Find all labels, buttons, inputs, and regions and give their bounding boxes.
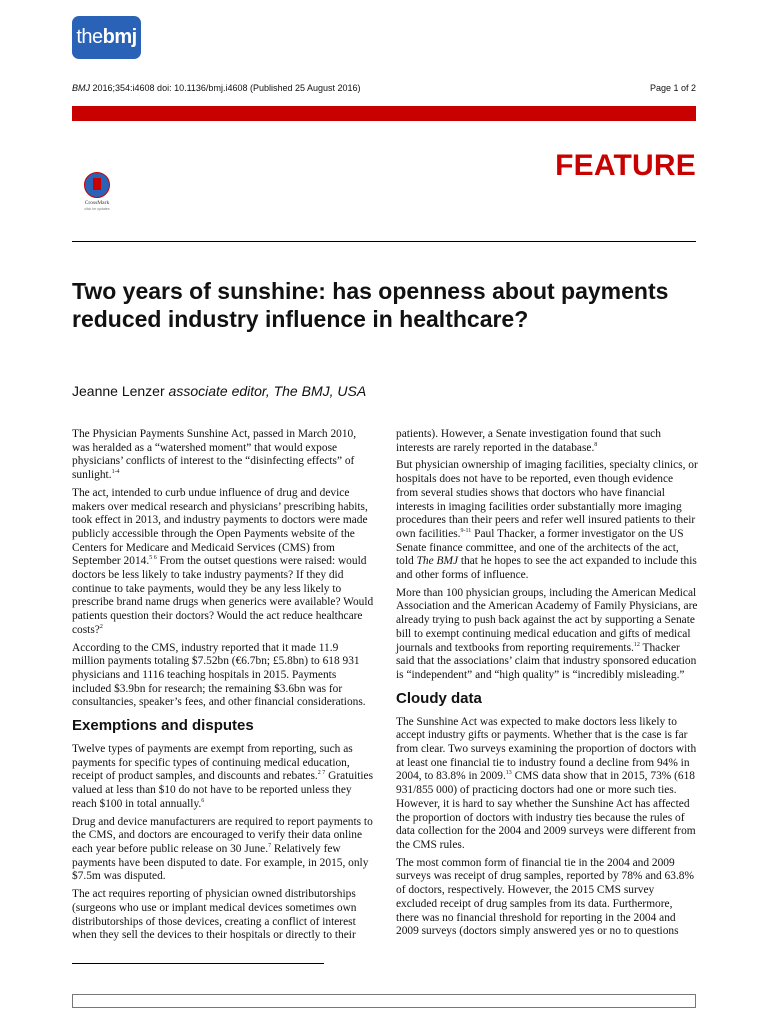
article-title: Two years of sunshine: has openness about payments reduced industry influence in healthcare? bbox=[72, 278, 669, 332]
journal-name: The BMJ bbox=[416, 555, 459, 568]
reference[interactable]: 1-4 bbox=[111, 469, 120, 476]
text: Drug and device manufacturers are required to report payments to the CMS, and doctors are encouraged to verify their data online each year before public release on 30 June. bbox=[72, 815, 373, 855]
header-red-bar bbox=[72, 106, 696, 121]
text: that he hopes to see the act expanded to include this and other forms of influence. bbox=[396, 555, 697, 582]
paragraph bbox=[72, 487, 374, 638]
crossmark-label: CrossMark bbox=[84, 200, 110, 206]
paragraph: The act requires reporting of physician owned distributorships (surgeons who use or implant medical devices sometimes own distributorships of those devices, creating a conflict of interest when they sell the devices to their hospitals or directly to their bbox=[72, 888, 357, 942]
text: Paul Thacker, a former investigator on the US Senate finance committee, and one of the architects of the act, told bbox=[396, 527, 684, 568]
citation-journal: BMJ bbox=[72, 83, 90, 93]
paragraph: According to the CMS, industry reported that it made 11.9 million payments totaling $7.52bn (€6.7bn; £5.8bn) to 618 931 physicians and 1116 teaching hospitals in 2015. Payments included $3.9bn for research; the remaining $3.6bn was for consultancies, speaker’s fees, and other financial considerations. bbox=[72, 641, 366, 709]
text: Gratuities valued at less than $10 do not have to be reported unless they reach $100 in total annually. bbox=[72, 770, 374, 810]
paragraph bbox=[72, 743, 374, 812]
reference[interactable]: 8 bbox=[594, 441, 598, 448]
author-role: associate editor, The BMJ, USA bbox=[168, 383, 367, 399]
section-heading: Cloudy data bbox=[396, 689, 482, 707]
text: Twelve types of payments are exempt from reporting, such as payments for specific types of continuing medical education, receipt of product samples, and discounts and rebates. bbox=[72, 743, 353, 783]
footnote-divider bbox=[72, 963, 324, 964]
author-line bbox=[72, 383, 366, 399]
text: The act, intended to curb undue influence of drug and device makers over medical research and physicians’ prescribing habits, took effect in 2013, and industry payments to doctors were made publicly accessible through the Open Payments website of the Centers for Medicare and Medicaid Services (CMS) from September 2014. bbox=[72, 486, 368, 568]
text: Relatively few payments have been disputed to date. For example, in 2015, only $7.5m was disputed. bbox=[72, 842, 369, 883]
paragraph: The most common form of financial tie in the 2004 and 2009 surveys was receipt of drug samples, reported by 78% and 63.8% of doctors, respectively. However, the 2015 CMS survey excluded receipt of drug samples from its data. Furthermore, there was no financial threshold for reporting in the 2004 and 2009 surveys (doctors simply answered yes or no to questions bbox=[396, 856, 694, 938]
citation bbox=[72, 83, 361, 93]
crossmark-badge[interactable] bbox=[80, 172, 114, 212]
text: The Sunshine Act was expected to make doctors less likely to accept industry gifts or payments. Whether that is the case is far from clear. Two surveys examining the proportion of doctors with at least one financial tie to industry found a decline from 94% in 2004, to 83.8% in 2009. bbox=[396, 715, 697, 783]
paragraph bbox=[72, 816, 374, 885]
logo-prefix: the bbox=[76, 26, 103, 48]
paragraph bbox=[396, 459, 698, 582]
section-heading: Exemptions and disputes bbox=[72, 717, 254, 735]
text: More than 100 physician groups, including the American Medical Association and the American Academy of Family Physicians, are already trying to push back against the act by supporting a Senate bill to exempt continuing medical education and gifts of medical journals and textbooks from reporting requirements. bbox=[396, 586, 698, 654]
paragraph bbox=[396, 716, 698, 853]
reference[interactable]: 5 6 bbox=[149, 555, 157, 562]
section-label: FEATURE bbox=[555, 149, 696, 182]
footer-box bbox=[72, 994, 696, 1008]
text: The Physician Payments Sunshine Act, passed in March 2010, was heralded as a “watershed moment” that would expose physicians’ conflicts of interest to the “disinfecting effects” of sunlight. bbox=[72, 428, 357, 482]
reference[interactable]: 12 bbox=[633, 641, 640, 648]
reference[interactable]: 2 bbox=[99, 624, 103, 631]
text: patients). However, a Senate investigation found that such interests are rarely reported in the database. bbox=[396, 428, 661, 454]
logo-brand: bmj bbox=[102, 26, 137, 48]
text: From the outset questions were raised: would doctors be less likely to take industry payments? If they did continue to take payments, would they be any less likely to prescribe brand name drugs when generics were available? Would patients question their doctors? Would the act reduce healthcare costs? bbox=[72, 555, 374, 636]
reference[interactable]: 6 bbox=[201, 798, 205, 805]
page-number: Page 1 of 2 bbox=[649, 83, 696, 93]
body-column-right bbox=[396, 428, 698, 943]
header-divider bbox=[72, 241, 696, 242]
crossmark-sublabel: click for updates bbox=[84, 207, 110, 211]
text: CMS data show that in 2015, 73% (618 931/855 000) of practicing doctors had one or more such ties. However, it is hard to say whether the Sunshine Act has affected the proportion of doctors with industry ties because the rules of data collection for the 2004 and 2009 surveys were different from the CMS rules. bbox=[396, 770, 696, 851]
paragraph bbox=[396, 428, 698, 455]
bmj-logo[interactable] bbox=[72, 16, 141, 59]
paragraph bbox=[396, 587, 698, 683]
reference[interactable]: 7 bbox=[268, 843, 272, 850]
author-name: Jeanne Lenzer bbox=[72, 383, 165, 399]
body-column-left bbox=[72, 428, 374, 947]
reference[interactable]: 13 bbox=[505, 770, 512, 777]
paragraph bbox=[72, 428, 374, 483]
text: Thacker said that the associations’ claim that industry sponsored education is “independent” and “high quality” is “incredibly misleading.” bbox=[396, 641, 697, 681]
citation-details: 2016;354:i4608 doi: 10.1136/bmj.i4608 (Published 25 August 2016) bbox=[90, 83, 361, 93]
crossmark-icon bbox=[84, 172, 110, 198]
reference[interactable]: 2 7 bbox=[317, 770, 326, 777]
text: But physician ownership of imaging facilities, specialty clinics, or hospitals does not have to be reported, even though evidence from several studies shows that doctors who have financial interests in imaging facilities order substantially more imaging procedures than their peers and refer well insured patients to their own facilities. bbox=[396, 459, 698, 540]
reference[interactable]: 9-11 bbox=[460, 528, 472, 535]
